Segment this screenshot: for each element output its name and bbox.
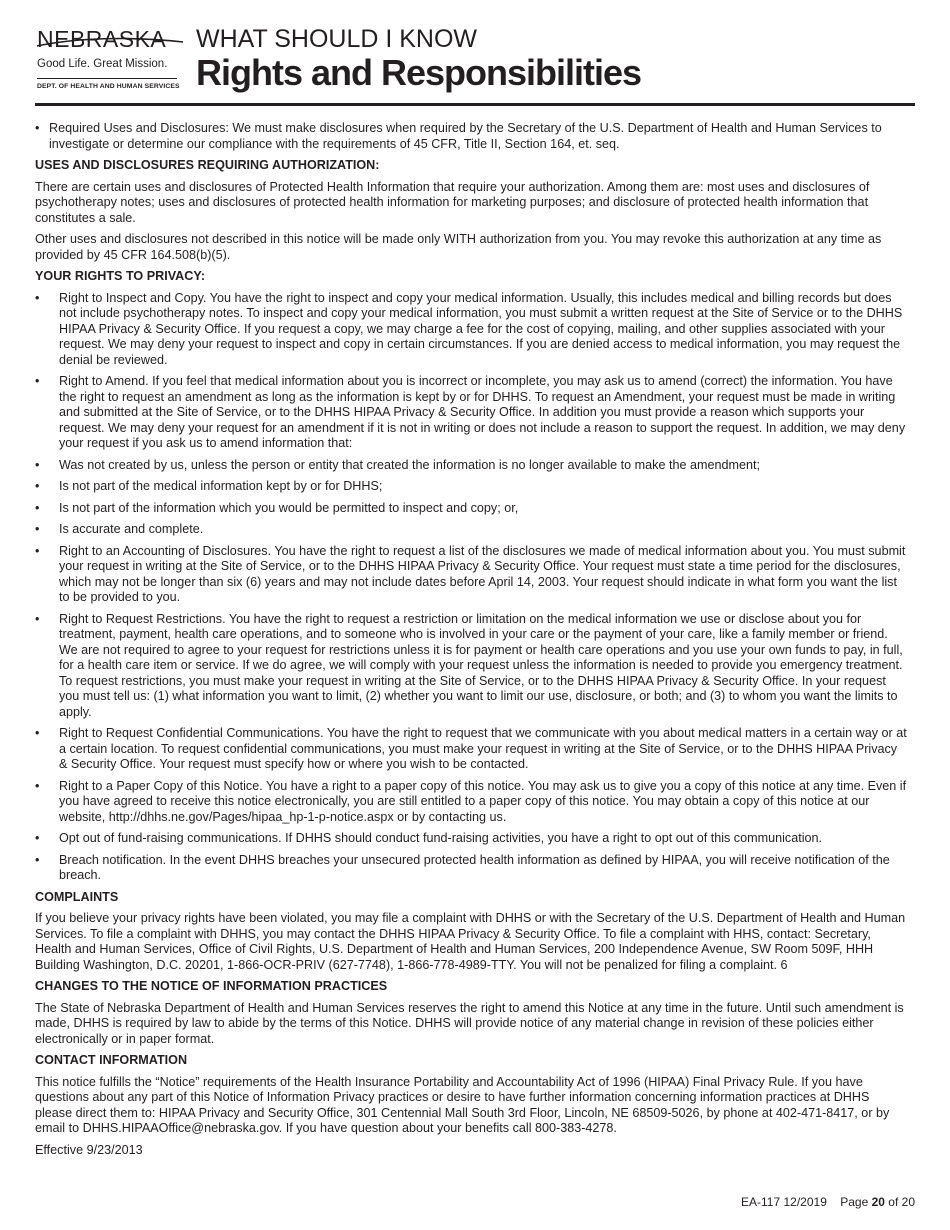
paragraph: There are certain uses and disclosures of Protected Health Information that require your authorization. Among them are: most uses and disclosures of psychotherapy notes; uses and disclosures of protected health information for marketing purposes; and disclosure of protected health information that constitutes a sale. bbox=[35, 179, 870, 225]
privacy-rights-list bbox=[35, 291, 907, 884]
privacy-heading: YOUR RIGHTS TO PRIVACY: bbox=[35, 269, 206, 283]
paragraph: If you believe your privacy rights have been violated, you may file a complaint with DHHS or with the Secretary of the U.S. Department of Health and Human Services. To file a complaint with DHHS, you may contact the DHHS HIPAA Privacy & Security Office. To file a complaint with HHS, contact: Secretary, Health and Human Services, Office of Civil Rights, U.S. Department of Health and Human Services, 200 Independence Avenue, SW Room 509F, HHH Building Washington, D.C. 20201, 1-866-OCR-PRIV (627-7748), 1-866-778-4989-TTY. You will not be penalized for filing a complaint. 6 bbox=[35, 911, 906, 972]
list-item: • Breach notification. In the event DHHS breaches your unsecured protected health information as defined by HIPAA, you will receive notification of the breach. bbox=[35, 852, 890, 882]
logo-department: DEPT. OF HEALTH AND HUMAN SERVICES bbox=[37, 83, 180, 90]
bullet-icon: • bbox=[35, 831, 40, 845]
paragraph: The State of Nebraska Department of Health and Human Services reserves the right to amend this Notice at any time in the future. Until such amendment is made, DHHS is required by law to abide by the terms of this Notice. DHHS will provide notice of any material change in revision of these policies either electronically or in paper format. bbox=[35, 1000, 904, 1046]
bullet-icon: • bbox=[35, 457, 40, 472]
list-item: • Right to Inspect and Copy. You have the right to inspect and copy your medical information. Usually, this includes medical and billing records but does not include psychotherapy notes. To inspect and copy your medical information, you must submit a written request at the Site of Service or to the DHHS HIPAA Privacy & Security Office. If you request a copy, we may charge a fee for the cost of copying, mailing, and other supplies associated with your request. We may deny your request to inspect and copy in certain circumstances. If you are denied access to medical information, you may request the denial be reviewed. bbox=[35, 290, 903, 367]
page-label: Page bbox=[840, 1195, 869, 1209]
bullet-icon: • bbox=[35, 778, 40, 793]
bullet-icon: • bbox=[35, 290, 40, 305]
changes-heading: CHANGES TO THE NOTICE OF INFORMATION PRACTICES bbox=[35, 979, 388, 993]
list-item: • Opt out of fund-raising communications. If DHHS should conduct fund-raising activities, you have a right to opt out of this communication. bbox=[35, 831, 823, 845]
page-header bbox=[35, 22, 915, 94]
bullet-icon: • bbox=[35, 121, 40, 135]
list-item: • Is not part of the medical information kept by or for DHHS; bbox=[35, 479, 383, 493]
list-item: • Right to Request Restrictions. You have the right to request a restriction or limitation on the medical information we use or disclose about you for treatment, payment, health care operations, and to someone who is involved in your care or the payment of your care, like a family member or friend. We are not required to agree to your request for restrictions unless it is for payment or health care operations and you use your own funds to pay, in full, for a health care item or service. If we do agree, we will comply with your request unless the information is needed to provide you emergency treatment. To request restrictions, you must make your request in writing at the Site of Service, or to the DHHS HIPAA Privacy & Security Office. In your request you must tell us: (1) what information you want to limit, (2) whether you want to limit our use, disclosure, or both; and (3) to whom you want the limits to apply. bbox=[35, 611, 903, 719]
complaints-heading: COMPLAINTS bbox=[35, 889, 119, 904]
page-total: of 20 bbox=[888, 1195, 915, 1209]
bullet-icon: • bbox=[35, 374, 40, 388]
header-divider bbox=[35, 103, 915, 106]
logo-wordmark: NEBRASKA bbox=[37, 26, 167, 52]
list-item: • Was not created by us, unless the person or entity that created the information is no longer available to make the amendment; bbox=[35, 457, 760, 472]
list-item: • Right to Amend. If you feel that medical information about you is incorrect or incomplete, you may ask us to amend (correct) the information. You have the right to request an amendment as long as the information is kept by or for DHHS. To request an Amendment, your request must be made in writing and submitted at the Site of Service, or to the DHHS HIPAA Privacy & Security Office. In addition you must provide a reason which supports your request. We may deny your request for an amendment if it is not in writing or does not include a reason to support the request. In addition, we may deny your request if you ask us to amend information that: bbox=[35, 374, 906, 450]
page-number: 20 bbox=[871, 1195, 885, 1209]
logo-tagline: Good Life. Great Mission. bbox=[37, 58, 168, 70]
page-title: Rights and Responsibilities bbox=[196, 52, 642, 93]
form-number: EA-117 12/2019 bbox=[741, 1195, 827, 1209]
contact-heading: CONTACT INFORMATION bbox=[35, 1053, 188, 1067]
bullet-icon: • bbox=[35, 500, 40, 515]
bullet-icon: • bbox=[35, 522, 40, 536]
authorization-heading: USES AND DISCLOSURES REQUIRING AUTHORIZATION: bbox=[35, 158, 380, 172]
paragraph: Other uses and disclosures not described in this notice will be made only WITH authorization from you. You may revoke this authorization at any time as provided by 45 CFR 164.508(b)(5). bbox=[35, 232, 882, 262]
bullet-icon: • bbox=[35, 852, 40, 867]
list-item: • Is accurate and complete. bbox=[35, 522, 204, 536]
list-item: • Is not part of the information which you would be permitted to inspect and copy; or, bbox=[35, 500, 519, 515]
logo-swoosh-icon bbox=[35, 24, 185, 54]
list-item: • Right to an Accounting of Disclosures. You have the right to request a list of the disclosures we made of medical information about you. You must submit your request in writing at the Site of Service, or to the DHHS HIPAA Privacy & Security Office. Your request must state a time period for the disclosures, which may not be longer than six (6) years and may not include dates before April 14, 2003. Your request should indicate in what form you want the list to be provided to you. bbox=[35, 543, 906, 604]
effective-date: Effective 9/23/2013 bbox=[35, 1142, 143, 1157]
bullet-icon: • bbox=[35, 726, 40, 740]
bullet-icon: • bbox=[35, 543, 40, 558]
intro-list bbox=[35, 121, 907, 152]
nebraska-dhhs-logo bbox=[35, 22, 185, 94]
list-item: • Right to a Paper Copy of this Notice. You have a right to a paper copy of this notice. You may ask us to give you a copy of this notice at any time. Even if you have agreed to receive this notice electronically, you are still entitled to a paper copy of this notice. You may obtain a copy of this notice at our website, http://dhhs.ne.gov/Pages/hipaa_hp-1-p-notice.aspx or by contacting us. bbox=[35, 778, 907, 824]
paragraph: This notice fulfills the “Notice” requirements of the Health Insurance Portability and Accountability Act of 1996 (HIPAA) Final Privacy Rule. If you have questions about any part of this Notice of Information Privacy practices or desire to have further information concerning information practices at DHHS please direct them to: HIPAA Privacy and Security Office, 301 Centennial Mall South 3rd Floor, Lincoln, NE 68509-5026, by phone at 402-471-8417, or by email to DHHS.HIPAAOffice@nebraska.gov. If you have question about your benefits call 800-383-4278. bbox=[35, 1074, 890, 1135]
bullet-icon: • bbox=[35, 611, 40, 626]
logo-divider bbox=[37, 78, 177, 79]
page-footer bbox=[741, 1195, 915, 1209]
page-subtitle: WHAT SHOULD I KNOW bbox=[196, 25, 478, 53]
bullet-icon: • bbox=[35, 479, 40, 493]
document-body bbox=[35, 121, 907, 1158]
list-item: • Right to Request Confidential Communications. You have the right to request that we communicate with you about medical matters in a certain way or at a certain location. To request confidential communications, you must make your request in writing at the Site of Service, or to the DHHS HIPAA Privacy & Security Office. Your request must specify how or where you wish to be contacted. bbox=[35, 726, 907, 771]
list-item: • Required Uses and Disclosures: We must make disclosures when required by the Secretary of the U.S. Department of Health and Human Services to investigate or determine our compliance with the requirements of 45 CFR, Title II, Section 164, et. seq. bbox=[35, 121, 882, 151]
